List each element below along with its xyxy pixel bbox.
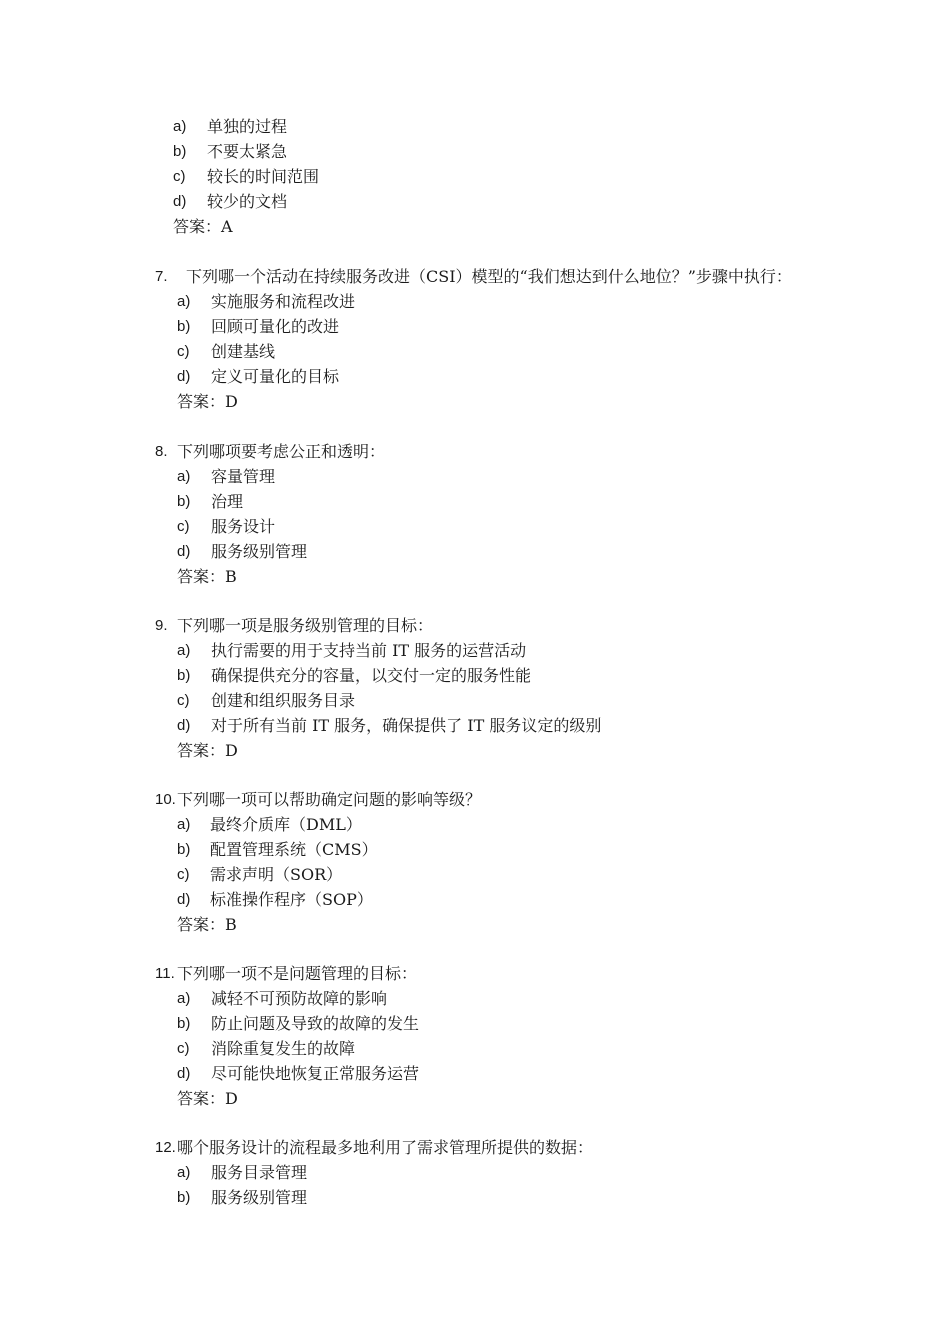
option-letter: c) <box>177 1040 190 1057</box>
option-text: 定义可量化的目标 <box>211 367 340 386</box>
option-letter: d) <box>177 717 191 734</box>
option-letter: a) <box>177 990 191 1007</box>
option-letter: c) <box>177 518 190 535</box>
option-letter: b) <box>173 143 187 160</box>
option-letter: a) <box>177 816 191 833</box>
option-text: 实施服务和流程改进 <box>211 292 356 311</box>
option-letter: b) <box>177 841 191 858</box>
option-letter: c) <box>177 866 190 883</box>
option-letter: c) <box>177 692 190 709</box>
option-text: 防止问题及导致的故障的发生 <box>211 1014 420 1033</box>
question-stem: 下列哪一项不是问题管理的目标： <box>177 964 418 983</box>
question-number: 8. <box>155 443 168 460</box>
option-text: 治理 <box>211 492 244 511</box>
option-text: 创建基线 <box>211 342 276 361</box>
question-number: 10. <box>155 791 176 808</box>
option-letter: d) <box>177 368 191 385</box>
option-text: 对于所有当前 IT 服务，确保提供了 IT 服务议定的级别 <box>211 716 602 735</box>
option-text: 标准操作程序（SOP） <box>210 890 373 909</box>
option-letter: d) <box>173 193 187 210</box>
option-text: 服务级别管理 <box>211 1188 308 1207</box>
option-text: 需求声明（SOR） <box>210 865 343 884</box>
option-text: 较长的时间范围 <box>207 167 320 186</box>
answer-text: 答案：D <box>177 392 238 411</box>
option-text: 减轻不可预防故障的影响 <box>211 989 388 1008</box>
question-stem: 哪个服务设计的流程最多地利用了需求管理所提供的数据： <box>177 1138 594 1157</box>
option-letter: d) <box>177 543 191 560</box>
option-text: 消除重复发生的故障 <box>211 1039 356 1058</box>
question-stem: 下列哪一项可以帮助确定问题的影响等级？ <box>177 790 482 809</box>
option-letter: b) <box>177 493 191 510</box>
option-text: 确保提供充分的容量，以交付一定的服务性能 <box>211 666 532 685</box>
option-text: 不要太紧急 <box>207 142 288 161</box>
option-letter: a) <box>177 642 191 659</box>
option-letter: d) <box>177 891 191 908</box>
question-stem: 下列哪一个活动在持续服务改进（CSI）模型的“我们想达到什么地位？”步骤中执行： <box>186 267 792 286</box>
option-letter: b) <box>177 667 191 684</box>
option-letter: b) <box>177 1015 191 1032</box>
option-text: 最终介质库（DML） <box>210 815 362 834</box>
option-text: 单独的过程 <box>207 117 288 136</box>
option-text: 执行需要的用于支持当前 IT 服务的运营活动 <box>211 641 527 660</box>
option-text: 服务设计 <box>211 517 276 536</box>
option-text: 容量管理 <box>211 467 276 486</box>
option-letter: b) <box>177 318 191 335</box>
option-text: 配置管理系统（CMS） <box>210 840 378 859</box>
option-letter: a) <box>177 1164 191 1181</box>
option-letter: b) <box>177 1189 191 1206</box>
question-number: 7. <box>155 268 168 285</box>
option-letter: c) <box>177 343 190 360</box>
question-stem: 下列哪一项是服务级别管理的目标： <box>177 616 434 635</box>
answer-text: 答案：B <box>177 915 237 934</box>
option-text: 回顾可量化的改进 <box>211 317 340 336</box>
option-letter: d) <box>177 1065 191 1082</box>
option-letter: a) <box>173 118 187 135</box>
answer-text: 答案：D <box>177 741 238 760</box>
question-stem: 下列哪项要考虑公正和透明： <box>177 442 386 461</box>
answer-text: 答案：B <box>177 567 237 586</box>
question-number: 9. <box>155 617 168 634</box>
option-text: 服务目录管理 <box>211 1163 308 1182</box>
option-letter: a) <box>177 293 191 310</box>
answer-text: 答案：D <box>177 1089 238 1108</box>
question-number: 11. <box>155 965 175 982</box>
question-number: 12. <box>155 1139 176 1156</box>
option-letter: c) <box>173 168 186 185</box>
option-text: 较少的文档 <box>207 192 288 211</box>
option-letter: a) <box>177 468 191 485</box>
answer-text: 答案：A <box>173 217 233 236</box>
option-text: 服务级别管理 <box>211 542 308 561</box>
option-text: 尽可能快地恢复正常服务运营 <box>211 1064 420 1083</box>
option-text: 创建和组织服务目录 <box>211 691 356 710</box>
